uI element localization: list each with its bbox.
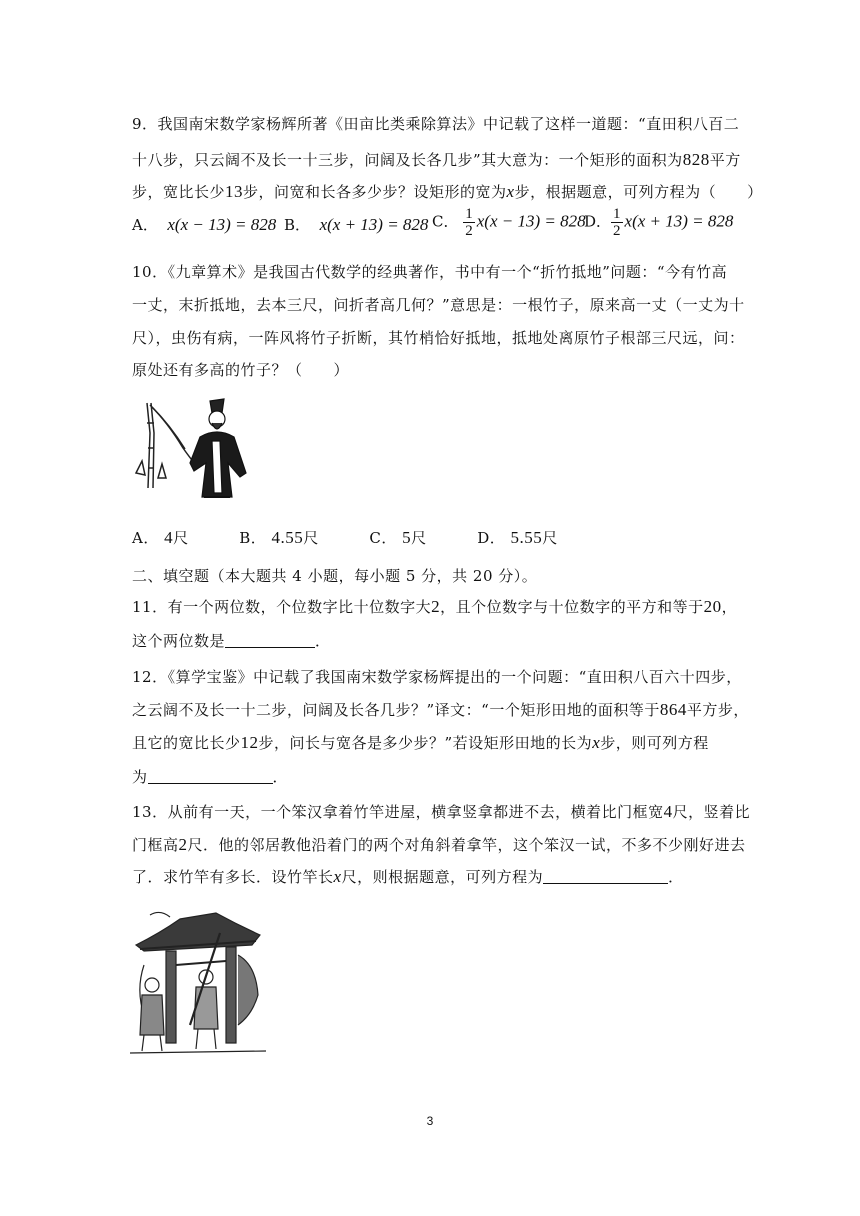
q12-line-2: 之云阔不及长一十二步，问阔及长各几步？”译文：“一个矩形田地的面积等于864平方步，	[132, 700, 749, 719]
q13-line-3: 了．求竹竿有多长．设竹竿长x尺，则根据题意，可列方程为 ．	[132, 867, 684, 886]
q13-line-1: 13．从前有一天，一个笨汉拿着竹竿进屋，横拿竖拿都进不去，横着比门框宽4尺，竖着比	[132, 802, 751, 821]
q13-answer-blank[interactable]	[543, 869, 668, 884]
section-heading-fill-in: 二、填空题（本大题共 4 小题，每小题 5 分，共 20 分）。	[132, 567, 538, 585]
q11-line-2: 这个两位数是 ．	[132, 632, 331, 650]
q9-line-2: 十八步，只云阔不及长一十三步，问阔及长各几步”其大意为：一个矩形的面积为828平方	[132, 150, 741, 169]
bamboo-scholar-illustration	[128, 393, 258, 503]
q12-line-3: 且它的宽比长少12步，问长与宽各是多少步？”若设矩形田地的长为x步，则可列方程	[132, 733, 709, 752]
q12-line-1: 12．《算学宝鉴》中记载了我国南宋数学家杨辉提出的一个问题：“直田积八百六十四步，	[132, 668, 742, 686]
q10-options	[132, 527, 558, 548]
q9-option-d: D． $\frac{1}{2}$ x(x + 13) = 828	[584, 206, 734, 239]
fraction-half: $\frac{1}{2}$	[613, 206, 621, 239]
fraction-half: $\frac{1}{2}$	[465, 206, 473, 239]
q10-option-b: B． 4.55尺	[239, 528, 319, 547]
q9-line-3: 步，宽比长少13步，问宽和长各多少步？设矩形的宽为x步，根据题意，可列方程为（ ）	[132, 182, 763, 201]
q10-option-a: A． 4尺	[132, 528, 189, 547]
q10-line-3: 尺），虫伤有病，一阵风将竹子折断，其竹梢恰好抵地，抵地处离原竹子根部三尺远，问：	[132, 329, 745, 347]
q10-line-1: 10．《九章算术》是我国古代数学的经典著作，书中有一个“折竹抵地”问题：“今有竹高	[132, 263, 728, 281]
q10-option-c: C． 5尺	[369, 528, 427, 547]
q13-line-2: 门框高2尺．他的邻居教他沿着门的两个对角斜着拿竿，这个笨汉一试，不多不少刚好进去	[132, 835, 746, 854]
q10-option-d: D． 5.55尺	[477, 528, 558, 547]
q12-line-4: 为 ．	[132, 768, 289, 786]
q9-option-b: B． x(x + 13) = 828	[284, 215, 429, 234]
q9-option-a: A． x(x − 13) = 828	[132, 215, 277, 234]
q10-line-4: 原处还有多高的竹子？（ ）	[132, 361, 350, 379]
q9-option-c: C． $\frac{1}{2}$ x(x − 13) = 828	[432, 206, 586, 239]
page-number: 3	[426, 1114, 434, 1128]
q12-answer-blank[interactable]	[148, 769, 273, 784]
q11-line-1: 11．有一个两位数，个位数字比十位数字大2，且个位数字与十位数字的平方和等于20，	[132, 597, 738, 616]
gate-bamboo-pole-illustration	[130, 905, 266, 1057]
q10-line-2: 一丈，末折抵地，去本三尺，问折者高几何？”意思是：一根竹子，原来高一丈（一丈为十	[132, 296, 745, 314]
q11-answer-blank[interactable]	[225, 633, 315, 648]
q9-line-1: 9．我国南宋数学家杨辉所著《田亩比类乘除算法》中记载了这样一道题：“直田积八百二	[132, 115, 740, 133]
